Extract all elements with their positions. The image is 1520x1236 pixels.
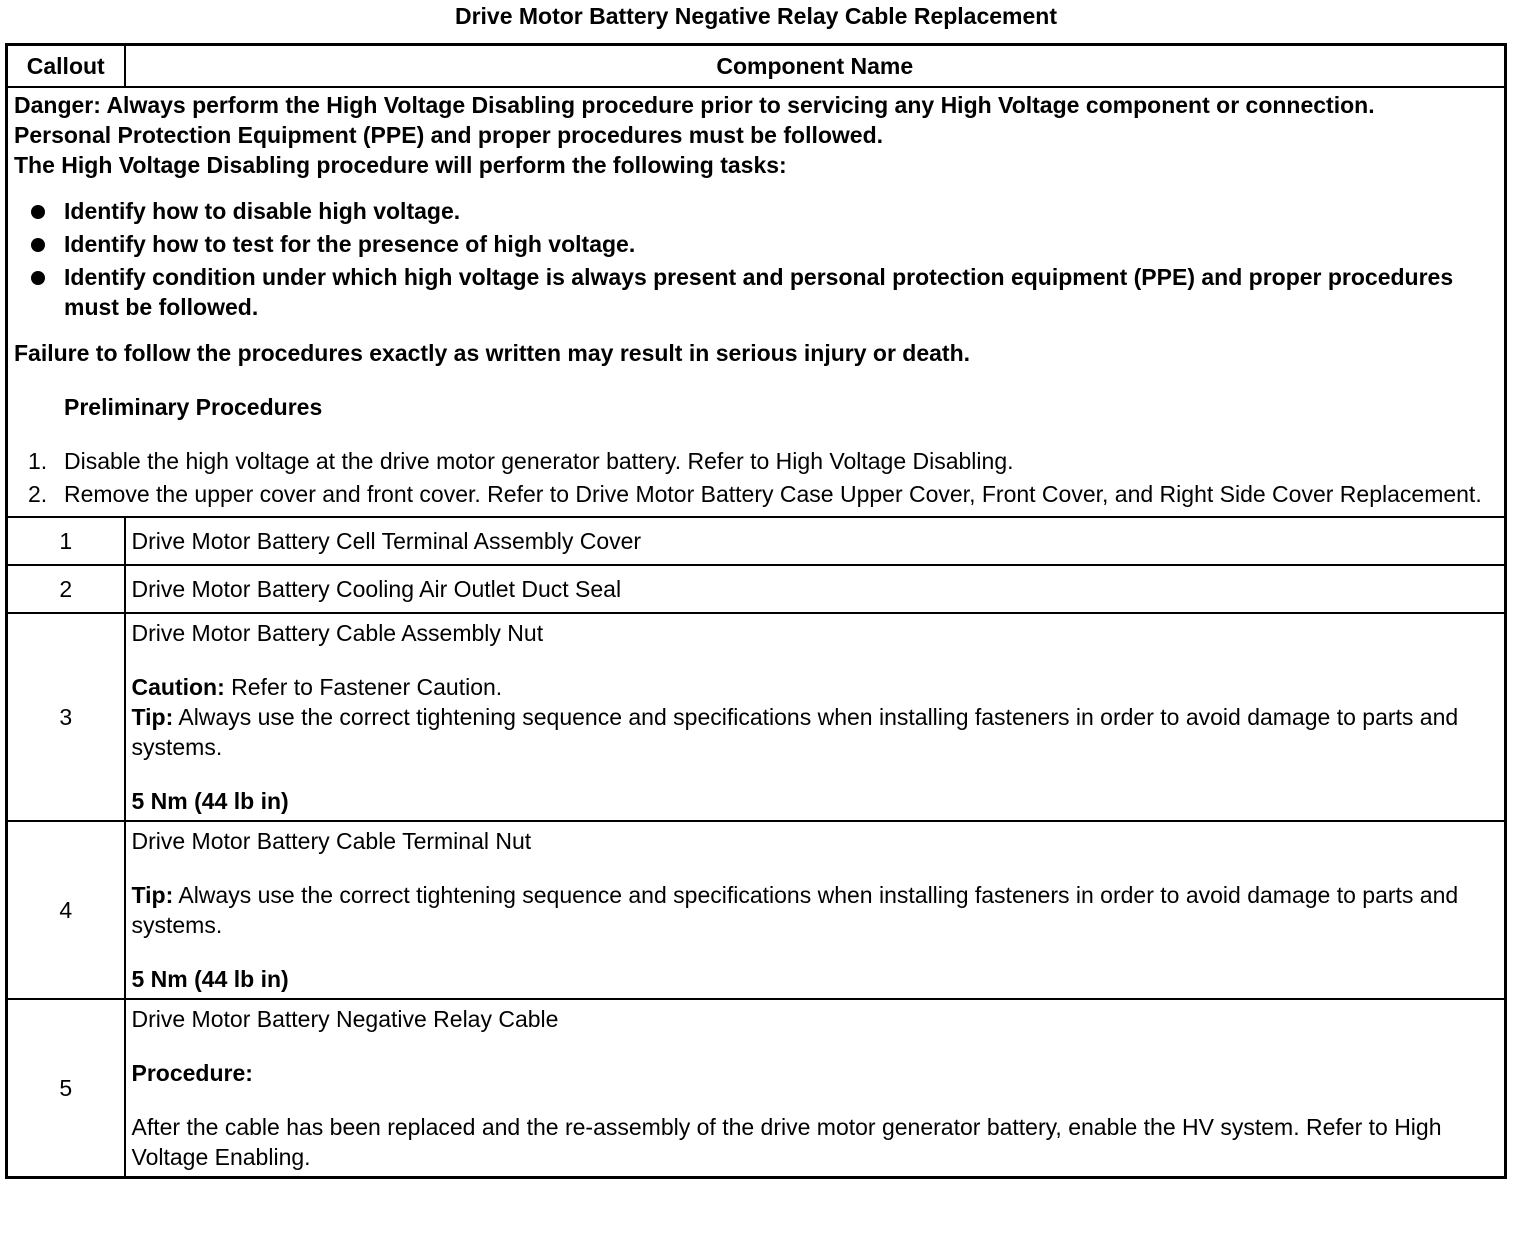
callout-cell: 2 [7,565,125,613]
tip-label: Tip: [131,882,174,908]
tip-label: Tip: [131,704,174,730]
step-text: Disable the high voltage at the drive motor generator battery. Refer to High Voltage Disabling. [64,448,1014,474]
header-row [7,45,1506,88]
torque-spec: 5 Nm (44 lb in) [131,966,289,992]
danger-row [7,87,1506,517]
callout-cell: 4 [7,821,125,999]
document-title: Drive Motor Battery Negative Relay Cable Replacement [454,3,1058,29]
preliminary-procedures-title: Preliminary Procedures [64,394,323,420]
caution-label: Caution: [131,674,225,700]
danger-notice [7,87,1506,517]
table-row [7,999,1506,1178]
procedure-text: After the cable has been replaced and the re-assembly of the drive motor generator battery, enable the HV system. Refer to High Voltage Enabling. [131,1114,1442,1170]
table-row [7,821,1506,999]
preliminary-steps [14,446,1498,509]
danger-warning: Failure to follow the procedures exactly as written may result in serious injury or death. [14,340,971,366]
tip-text: Always use the correct tightening sequence and specifications when installing fasteners in order to avoid damage to parts and systems. [131,704,1459,760]
procedure-label: Procedure: [131,1060,253,1086]
callout-cell: 5 [7,999,125,1178]
table-row [7,517,1506,565]
caution-text: Refer to Fastener Caution. [224,674,503,700]
tip-note [132,702,1499,762]
step-number: 1. [28,448,48,474]
danger-line-1: Danger: Always perform the High Voltage Disabling procedure prior to servicing any High Voltage component or connection. [14,92,1375,118]
component-name-cell [125,821,1506,999]
step-text: Remove the upper cover and front cover. Refer to Drive Motor Battery Case Upper Cover, Front Cover, and Right Side Cover Replacement. [64,481,1482,507]
torque-spec: 5 Nm (44 lb in) [131,788,289,814]
tip-note [132,880,1499,940]
table-row [7,613,1506,821]
caution-note [132,672,1499,702]
component-name-cell: Drive Motor Battery Cell Terminal Assembly Cover [125,517,1506,565]
component-name: Drive Motor Battery Cable Assembly Nut [131,620,544,646]
callout-cell: 3 [7,613,125,821]
bullet-item: Identify condition under which high voltage is always present and personal protection equipment (PPE) and proper procedures must be followed. [14,262,1498,322]
table-row [7,565,1506,613]
step-item [14,479,1498,509]
callout-cell: 1 [7,517,125,565]
bullet-item: Identify how to disable high voltage. [14,196,1498,226]
step-item [14,446,1498,476]
component-name-cell [125,613,1506,821]
bullet-item: Identify how to test for the presence of high voltage. [14,229,1498,259]
component-name-cell: Drive Motor Battery Cooling Air Outlet Duct Seal [125,565,1506,613]
tip-text: Always use the correct tightening sequence and specifications when installing fasteners in order to avoid damage to parts and systems. [131,882,1459,938]
danger-line-2: Personal Protection Equipment (PPE) and proper procedures must be followed. [14,122,884,148]
step-number: 2. [28,481,48,507]
component-name-header: Component Name [125,45,1506,88]
danger-bullet-list [14,196,1498,322]
danger-line-3: The High Voltage Disabling procedure will perform the following tasks: [14,152,787,178]
component-name: Drive Motor Battery Cable Terminal Nut [131,828,532,854]
component-name-cell [125,999,1506,1178]
callout-header: Callout [7,45,125,88]
component-table [5,43,1507,1179]
component-name: Drive Motor Battery Negative Relay Cable [131,1006,559,1032]
